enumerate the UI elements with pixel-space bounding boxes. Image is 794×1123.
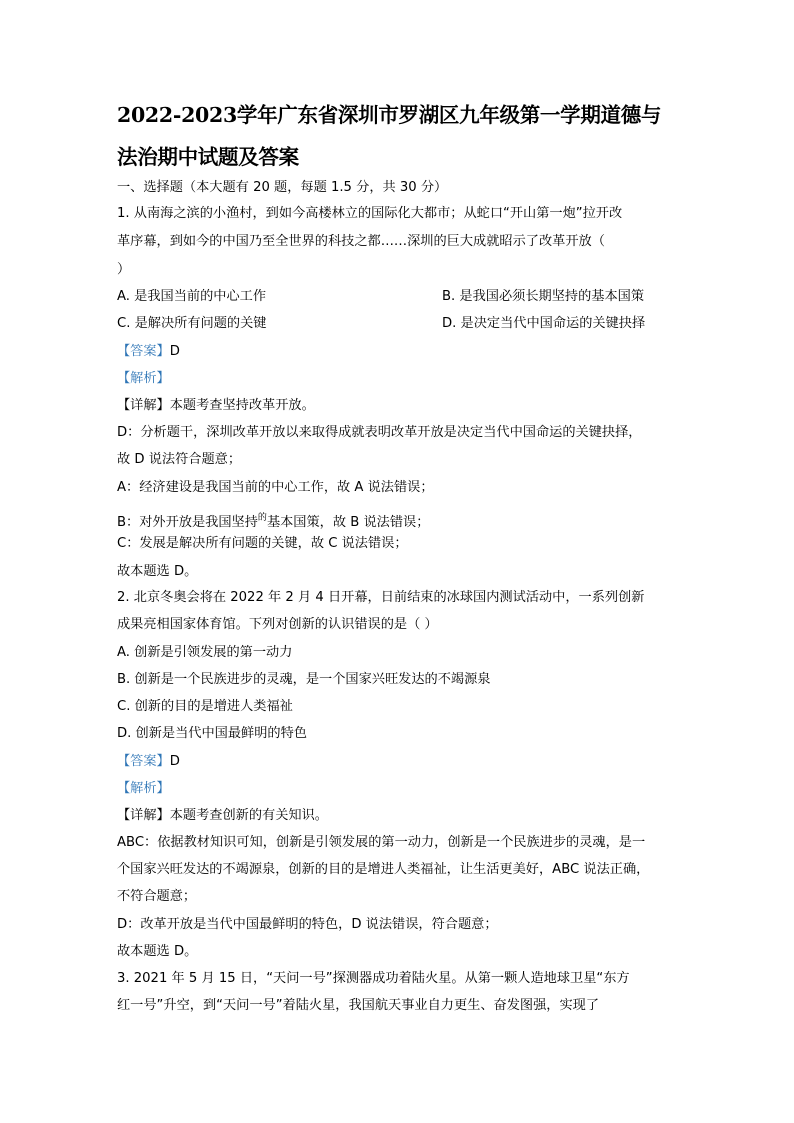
q1-option-c: C. 是解决所有问题的关键	[117, 316, 267, 331]
q2-detail-row	[117, 808, 328, 824]
q1-stem-line-3: ）	[117, 262, 131, 277]
q1-explanation-line-2: 故 D 说法符合题意；	[117, 452, 242, 467]
q1-stem-line-1: 1. 从南海之滨的小渔村，到如今高楼林立的国际化大都市；从蛇口“开山第一炮”拉开改	[117, 206, 623, 221]
q2-explanation-line-4: D：改革开放是当代中国最鲜明的特色，D 说法错误，符合题意；	[117, 917, 498, 932]
q2-answer-value: D	[169, 754, 180, 769]
q1-stem-line-2: 革序幕，到如今的中国乃至全世界的科技之都……深圳的巨大成就昭示了改革开放（	[117, 234, 605, 249]
q2-explanation-line-5: 故本题选 D。	[117, 944, 198, 959]
q2-option-b: B. 创新是一个民族进步的灵魂，是一个国家兴旺发达的不竭源泉	[117, 672, 491, 687]
q3-stem-line-2: 红一号”升空，到“天问一号”着陆火星，我国航天事业自力更生、奋发图强，实现了	[117, 998, 600, 1013]
answer-label: 【答案】	[117, 754, 170, 769]
q1-option-d: D. 是决定当代中国命运的关键抉择	[442, 316, 646, 331]
q1-explanation-line-6: 故本题选 D。	[117, 564, 198, 579]
q2-stem-line-1: 2. 北京冬奥会将在 2022 年 2 月 4 日开幕，日前结束的冰球国内测试活动中，一系列创新	[117, 590, 645, 605]
q2-option-a: A. 创新是引领发展的第一动力	[117, 645, 293, 660]
q2-stem-line-2: 成果亮相国家体育馆。下列对创新的认识错误的是（ ）	[117, 617, 438, 632]
q2-detail-text: 本题考查创新的有关知识。	[169, 808, 328, 823]
q2-explanation-line-1: ABC：依据教材知识可知，创新是引领发展的第一动力，创新是一个民族进步的灵魂，是一	[117, 835, 646, 850]
q1-option-b: B. 是我国必须长期坚持的基本国策	[442, 289, 645, 304]
q1-option-a: A. 是我国当前的中心工作	[117, 289, 267, 304]
q1-explanation-line-3: A：经济建设是我国当前的中心工作，故 A 说法错误；	[117, 480, 434, 495]
q2-explanation-line-2: 个国家兴旺发达的不竭源泉，创新的目的是增进人类福祉，让生活更美好，ABC 说法正确，	[117, 862, 650, 877]
q1-explanation-line-4b: 基本国策，故 B 说法错误；	[266, 515, 430, 530]
q1-explanation-line-4a: B：对外开放是我国坚持	[117, 515, 258, 530]
q2-explanation-line-3: 不符合题意；	[117, 889, 197, 904]
q2-option-c: C. 创新的目的是增进人类福祉	[117, 699, 293, 714]
q1-analysis-label: 【解析】	[117, 371, 170, 386]
q1-answer-row	[117, 344, 180, 360]
document-title-line-1: 2022-2023学年广东省深圳市罗湖区九年级第一学期道德与	[117, 103, 662, 127]
q3-stem-line-1: 3. 2021 年 5 月 15 日，“天问一号”探测器成功着陆火星。从第一颗人造地球卫星“东方	[117, 971, 630, 986]
q1-explanation-line-5: C：发展是解决所有问题的关键，故 C 说法错误；	[117, 536, 408, 551]
q2-analysis-label: 【解析】	[117, 781, 170, 796]
q1-explanation-line-1: D：分析题干，深圳改革开放以来取得成就表明改革开放是决定当代中国命运的关键抉择，	[117, 425, 642, 440]
q2-answer-row	[117, 754, 180, 770]
section-header: 一、选择题（本大题有 20 题，每题 1.5 分，共 30 分）	[117, 180, 448, 195]
q1-detail-row	[117, 398, 315, 414]
detail-label: 【详解】	[117, 808, 170, 823]
q1-detail-text: 本题考查坚持改革开放。	[169, 398, 315, 413]
q1-answer-value: D	[169, 344, 180, 359]
q2-option-d: D. 创新是当代中国最鲜明的特色	[117, 726, 307, 741]
answer-label: 【答案】	[117, 344, 170, 359]
document-title-line-2: 法治期中试题及答案	[117, 145, 299, 169]
q1-explanation-line-4	[117, 510, 429, 531]
detail-label: 【详解】	[117, 398, 170, 413]
superscript-text: 的	[257, 513, 267, 523]
